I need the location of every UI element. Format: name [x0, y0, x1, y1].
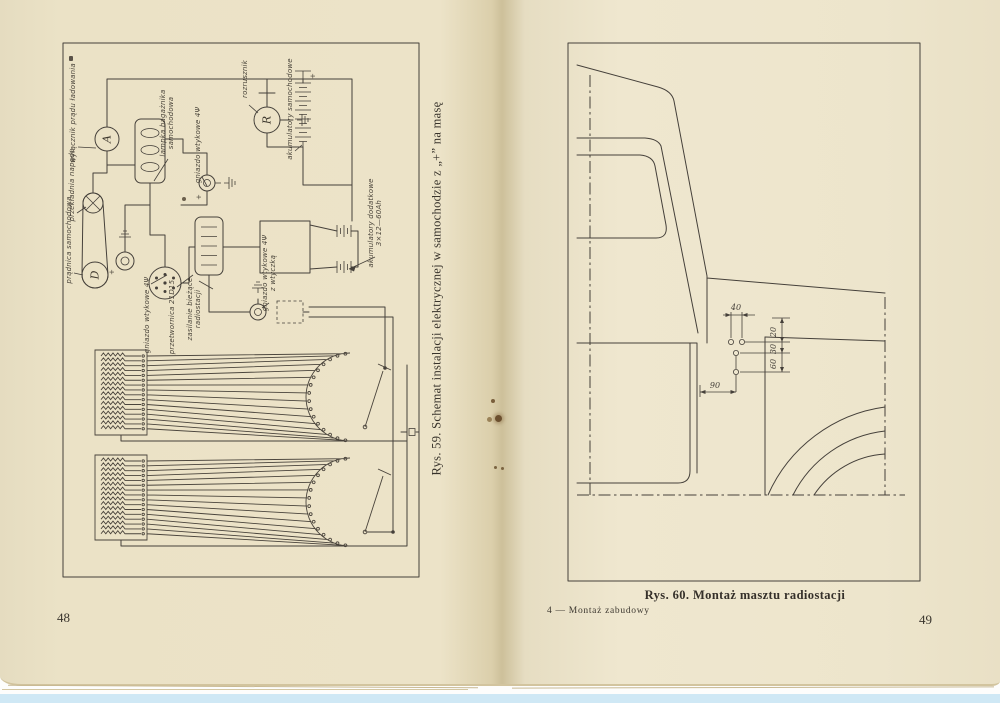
schematic-label: akumulatory dodatkowe	[367, 178, 375, 268]
svg-text:30: 30	[769, 343, 778, 355]
converter-symbol	[195, 217, 223, 275]
schematic-label: przetwornica 21D15	[168, 279, 176, 355]
gutter-stain	[495, 415, 502, 422]
svg-text:40: 40	[730, 303, 742, 312]
ink-speck	[182, 197, 186, 201]
plus-mark: +	[195, 194, 203, 200]
schematic-label: akumulatory samochodowe	[286, 58, 294, 160]
page-number-left: 48	[57, 610, 70, 625]
generator-letter: D	[88, 270, 102, 280]
svg-text:20: 20	[769, 326, 778, 338]
ground-icon	[297, 114, 308, 126]
page-edge-line	[512, 686, 994, 688]
gutter-stain	[494, 466, 497, 469]
schematic-label: lampka bagażnika	[159, 89, 167, 157]
ground-icon	[224, 177, 235, 189]
distributor-symbol	[149, 267, 181, 299]
schematic-label: 3×12—60Ah	[375, 199, 383, 247]
truck-drawing-figure	[560, 35, 930, 590]
scanner-edge-strip	[0, 694, 1000, 703]
wiring-diagram-figure	[55, 35, 425, 585]
dimension-top-width	[723, 303, 755, 338]
resistor-selector-assembly	[95, 455, 391, 547]
schematic-label: z wtyczką	[269, 254, 277, 292]
schematic-label: przekładnia napędu	[68, 148, 76, 222]
schematic-label: gniazdo wtykowe 4Ψ	[194, 106, 202, 184]
svg-text:60: 60	[769, 358, 778, 370]
figure-60-caption: Rys. 60. Montaż masztu radiostacji	[644, 588, 846, 602]
leader-arrowhead	[349, 266, 356, 272]
footer-note: 4 — Montaż zabudowy	[547, 606, 650, 616]
figure-59-caption: Rys. 59. Schemat instalacji elektrycznej w samochodzie z „+” na masę	[429, 101, 444, 476]
resistor-selector-assembly	[95, 350, 391, 442]
starter-letter: R	[260, 115, 274, 125]
page-number-right: 49	[919, 612, 932, 627]
schematic-label: radiostacji	[194, 289, 202, 329]
schematic-label: rozrusznik	[241, 60, 249, 98]
schematic-label: zasilanie bieżące	[186, 277, 194, 341]
plus-mark: +	[309, 73, 317, 79]
mounting-holes	[728, 339, 744, 392]
schematic-label: gniazdo wtykowe 4Ψ	[143, 276, 151, 354]
ammeter-symbol	[95, 127, 119, 151]
gutter-stain	[501, 467, 504, 470]
truck-cab-outline	[577, 65, 885, 343]
schematic-label: wyłącznik prądu ładowania	[69, 63, 77, 163]
socket-symbol-left	[108, 231, 134, 275]
junction-dot	[391, 530, 395, 534]
ink-speck	[69, 56, 73, 61]
plus-mark: +	[108, 269, 116, 275]
schematic-label: gniazdo wtykowe 4Ψ	[261, 234, 269, 312]
gutter-stain	[487, 417, 492, 422]
label-leaders	[74, 105, 375, 308]
gutter-stain	[491, 399, 495, 403]
ammeter-letter: A	[100, 135, 114, 143]
dimension-bottom-left	[700, 381, 736, 397]
schematic-label: prądnica samochodowa	[65, 196, 73, 284]
figure-border	[568, 43, 920, 581]
schematic-label: samochodowa	[167, 96, 175, 150]
wheel-arch-arcs	[768, 407, 885, 495]
vehicle-battery-symbol	[295, 71, 317, 147]
page-edge-line	[2, 689, 468, 690]
svg-text:90: 90	[709, 381, 721, 390]
truck-door-outline	[577, 343, 697, 483]
